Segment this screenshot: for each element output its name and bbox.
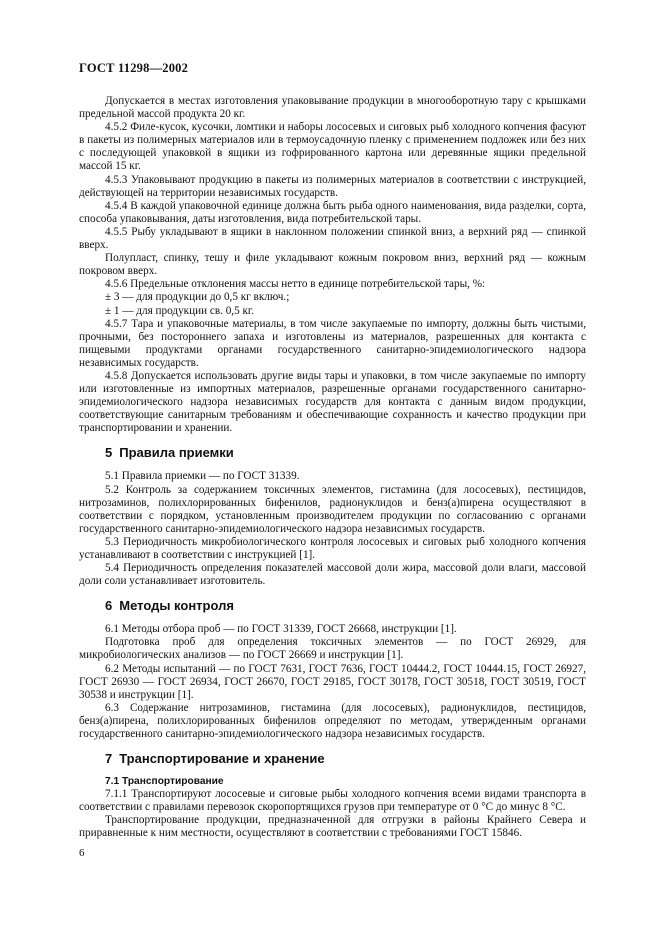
- document-header: ГОСТ 11298—2002: [79, 61, 189, 75]
- paragraph: 6.3 Содержание нитрозаминов, гистамина (для лососевых), радионуклидов, пестицидов, бенз(а)пирена, полихлорированных бифенилов определяют по методам, утвержденным органами государственного санитарно-эпидемиологического надзора независимых государств.: [79, 701, 586, 741]
- paragraph: 4.5.4 В каждой упаковочной единице должна быть рыба одного наименования, вида разделки, сорта, способа упаковывания, даты изготовления, вида потребительской тары.: [79, 199, 586, 225]
- subsection-heading: 7.1 Транспортирование: [105, 776, 224, 788]
- paragraph: Транспортирование продукции, предназначенной для отгрузки в районы Крайнего Севера и приравненные к ним местности, осуществляют в соответствии с требованиями ГОСТ 15846.: [79, 814, 586, 840]
- paragraph: 5.4 Периодичность определения показателей массовой доли жира, массовой доли влаги, массовой доли соли устанавливает изготовитель.: [79, 562, 586, 588]
- paragraph: 4.5.5 Рыбу укладывают в ящики в наклонном положении спинкой вниз, а верхний ряд — спинкой вверх.: [79, 225, 586, 252]
- page-number: 6: [79, 847, 85, 859]
- section-heading: [105, 598, 586, 614]
- paragraph: 5.3 Периодичность микробиологического контроля лососевых и сиговых рыб холодного копчения устанавливают в соответствии с инструкцией [1].: [79, 535, 586, 561]
- document-body: [79, 95, 586, 841]
- paragraph: Допускается в местах изготовления упаковывание продукции в многооборотную тару с крышками предельной массой продукта 20 кг.: [79, 95, 586, 121]
- paragraph: 5.1 Правила приемки — по ГОСТ 31339.: [105, 470, 300, 483]
- section-title: Методы контроля: [119, 598, 234, 614]
- paragraph: 4.5.8 Допускается использовать другие виды тары и упаковки, в том числе закупаемые по импорту или изготовленные из импортных материалов, разрешенные органами государственного санитарно-эпидемиологического надзора независимых государств для контакта с данным видом продукции, соответствующие санитарным требованиям и обеспечивающие сохранность и качество продукции при транспортировании и хранении.: [79, 369, 586, 435]
- paragraph: Полупласт, спинку, тешу и филе укладывают кожным покровом вниз, верхний ряд — кожным покровом вверх.: [79, 252, 586, 278]
- paragraph: 7.1.1 Транспортируют лососевые и сиговые рыбы холодного копчения всеми видами транспорта в соответствии с правилами перевозок скоропортящихся грузов при температуре от 0 °С до минус 8 °С.: [79, 788, 586, 814]
- section-number: 5: [105, 445, 113, 461]
- section-heading: [105, 751, 586, 767]
- section-title: Транспортирование и хранение: [119, 751, 325, 767]
- paragraph: 4.5.6 Предельные отклонения массы нетто в единице потребительской тары, %:: [105, 278, 486, 291]
- paragraph: 6.1 Методы отбора проб — по ГОСТ 31339, ГОСТ 26668, инструкции [1].: [105, 623, 457, 636]
- paragraph: ± 3 — для продукции до 0,5 кг включ.;: [105, 291, 290, 304]
- section-number: 6: [105, 598, 113, 614]
- section-heading: [105, 445, 586, 461]
- paragraph: 5.2 Контроль за содержанием токсичных элементов, гистамина (для лососевых), пестицидов, нитрозаминов, полихлорированных бифенилов, радионуклидов и бенз(а)пирена осуществляют в соответствии с порядком, установленным производителем продукции по согласованию с органами государственного санитарно-эпидемиологического надзора независимых государств.: [79, 483, 586, 535]
- paragraph: ± 1 — для продукции св. 0,5 кг.: [105, 304, 255, 317]
- section-title: Правила приемки: [119, 445, 234, 461]
- paragraph: 4.5.3 Упаковывают продукцию в пакеты из полимерных материалов в соответствии с инструкцией, действующей на территории независимых государств.: [79, 173, 586, 199]
- paragraph: Подготовка проб для определения токсичных элементов — по ГОСТ 26929, для микробиологических анализов — по ГОСТ 26669 и инструкции [1].: [79, 636, 586, 662]
- paragraph: 4.5.2 Филе-кусок, кусочки, ломтики и наборы лососевых и сиговых рыб холодного копчения фасуют в пакеты из полимерных материалов или в термоусадочную пленку с применением подложек или без них с последующей упаковкой в ящики из гофрированного картона или деревянные ящики предельной массой 15 кг.: [79, 121, 586, 173]
- paragraph: 6.2 Методы испытаний — по ГОСТ 7631, ГОСТ 7636, ГОСТ 10444.2, ГОСТ 10444.15, ГОСТ 26927, ГОСТ 26930 — ГОСТ 26934, ГОСТ 26670, ГОСТ 29185, ГОСТ 30178, ГОСТ 30518, ГОСТ 30519, ГОСТ 30538 и инструкции [1].: [79, 662, 586, 701]
- section-number: 7: [105, 751, 113, 767]
- paragraph: 4.5.7 Тара и упаковочные материалы, в том числе закупаемые по импорту, должны быть чистыми, прочными, без постороннего запаха и изготовлены из материалов, разрешенных для контакта с пищевыми продуктами органами государственного санитарно-эпидемиологического надзора независимых государств.: [79, 317, 586, 369]
